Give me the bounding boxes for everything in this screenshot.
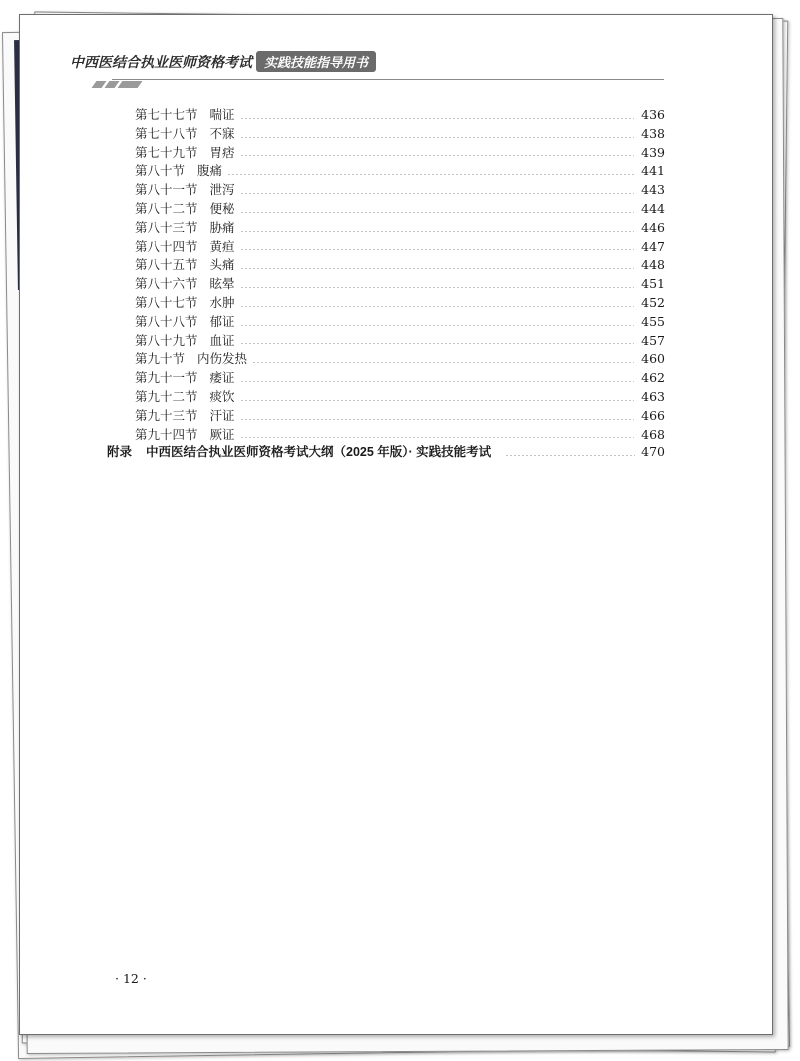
toc-section-title: 头痛 <box>209 257 235 273</box>
toc-entry[interactable] <box>135 256 665 275</box>
toc-section-title: 腹痛 <box>197 163 223 179</box>
toc-section-number: 第八十三节 <box>135 219 198 235</box>
toc-section-title: 痰饮 <box>209 388 235 404</box>
toc-entry[interactable] <box>135 332 665 351</box>
toc-entry[interactable] <box>135 219 665 238</box>
header-rule <box>112 79 664 80</box>
toc-section-title: 胁痛 <box>209 219 235 235</box>
table-of-contents <box>135 106 665 444</box>
toc-section-number: 第七十九节 <box>135 144 198 160</box>
leader-dots <box>240 400 634 401</box>
toc-section-number: 第九十三节 <box>135 407 198 423</box>
toc-entry[interactable] <box>135 238 665 257</box>
toc-entry[interactable] <box>135 144 665 163</box>
toc-entry[interactable] <box>135 388 665 407</box>
toc-entry[interactable] <box>135 106 665 125</box>
leader-dots <box>240 325 634 326</box>
toc-entry[interactable] <box>135 294 665 313</box>
toc-entry[interactable] <box>135 369 665 388</box>
toc-section-title: 喘证 <box>209 107 235 122</box>
toc-section-title: 厥证 <box>209 426 235 442</box>
toc-section-number: 第七十八节 <box>135 125 198 141</box>
leader-dots <box>227 174 634 175</box>
toc-section-title: 便秘 <box>209 200 235 216</box>
toc-section-number: 第八十五节 <box>135 257 198 273</box>
toc-page-number: 451 <box>641 276 665 292</box>
toc-page-number: 439 <box>641 144 665 160</box>
toc-section-title: 郁证 <box>209 313 235 329</box>
toc-section-number: 第九十四节 <box>135 426 198 442</box>
toc-section-number: 第八十六节 <box>135 276 198 292</box>
leader-dots <box>240 193 634 194</box>
toc-entry[interactable] <box>135 313 665 332</box>
toc-section-number: 第八十二节 <box>135 200 198 216</box>
toc-section-title: 血证 <box>209 332 235 348</box>
leader-dots <box>240 306 634 307</box>
book-title: 中西医结合执业医师资格考试 <box>70 53 252 70</box>
toc-page-number: 452 <box>641 294 665 310</box>
toc-appendix-entry[interactable] <box>107 443 665 461</box>
toc-section-number: 第八十八节 <box>135 313 198 329</box>
toc-section-title: 汗证 <box>209 407 235 423</box>
appendix-label: 附录 <box>107 445 133 459</box>
toc-section-number: 第九十二节 <box>135 388 198 404</box>
toc-section-number: 第八十节 <box>135 163 186 179</box>
toc-section-number: 第九十一节 <box>135 370 198 386</box>
toc-section-title: 水肿 <box>209 294 235 310</box>
leader-dots <box>240 155 634 156</box>
toc-section-title: 黄疸 <box>209 238 235 254</box>
toc-section-title: 痿证 <box>209 370 235 386</box>
toc-page-number: 460 <box>641 351 665 367</box>
leader-dots <box>240 137 634 138</box>
leader-dots <box>240 287 634 288</box>
toc-section-title: 内伤发热 <box>197 351 248 367</box>
toc-page-number: 436 <box>641 107 665 122</box>
toc-entry[interactable] <box>135 350 665 369</box>
toc-entry[interactable] <box>135 125 665 144</box>
toc-page-number: 457 <box>641 332 665 348</box>
toc-section-title: 不寐 <box>209 125 235 141</box>
leader-dots <box>240 118 634 119</box>
toc-page-number: 443 <box>641 182 665 198</box>
toc-section-number: 第九十节 <box>135 351 186 367</box>
leader-dots <box>240 249 634 250</box>
toc-page-number: 444 <box>641 200 665 216</box>
toc-section-number: 第八十九节 <box>135 332 198 348</box>
leader-dots <box>240 437 634 438</box>
leader-dots <box>240 381 634 382</box>
toc-page-number: 455 <box>641 313 665 329</box>
toc-entry[interactable] <box>135 162 665 181</box>
appendix-page-number: 470 <box>641 444 665 459</box>
leader-dots <box>240 419 634 420</box>
toc-section-title: 泄泻 <box>209 182 235 198</box>
toc-page-number: 446 <box>641 219 665 235</box>
toc-page-number: 441 <box>641 163 665 179</box>
toc-entry[interactable] <box>135 426 665 445</box>
leader-dots <box>240 268 634 269</box>
toc-page-number: 463 <box>641 388 665 404</box>
leader-dots <box>240 212 634 213</box>
toc-section-number: 第八十四节 <box>135 238 198 254</box>
book-subtitle-badge: 实践技能指导用书 <box>256 51 376 72</box>
toc-entry[interactable] <box>135 275 665 294</box>
toc-section-title: 胃痞 <box>209 144 235 160</box>
toc-section-number: 第七十七节 <box>135 107 198 122</box>
toc-page-number: 462 <box>641 370 665 386</box>
leader-dots <box>240 343 634 344</box>
leader-dots <box>505 455 635 456</box>
toc-page-number: 468 <box>641 426 665 442</box>
leader-dots <box>252 362 634 363</box>
toc-page-number: 466 <box>641 407 665 423</box>
page-number: · 12 · <box>115 971 147 986</box>
toc-section-number: 第八十一节 <box>135 182 198 198</box>
appendix-title: 中西医结合执业医师资格考试大纲（2025 年版）· 实践技能考试 <box>146 445 492 459</box>
toc-page-number: 448 <box>641 257 665 273</box>
toc-entry[interactable] <box>135 407 665 426</box>
toc-entry[interactable] <box>135 200 665 219</box>
running-head <box>70 51 376 72</box>
leader-dots <box>240 231 634 232</box>
toc-section-number: 第八十七节 <box>135 294 198 310</box>
toc-page-number: 438 <box>641 125 665 141</box>
toc-page-number: 447 <box>641 238 665 254</box>
toc-section-title: 眩晕 <box>209 276 235 292</box>
toc-entry[interactable] <box>135 181 665 200</box>
